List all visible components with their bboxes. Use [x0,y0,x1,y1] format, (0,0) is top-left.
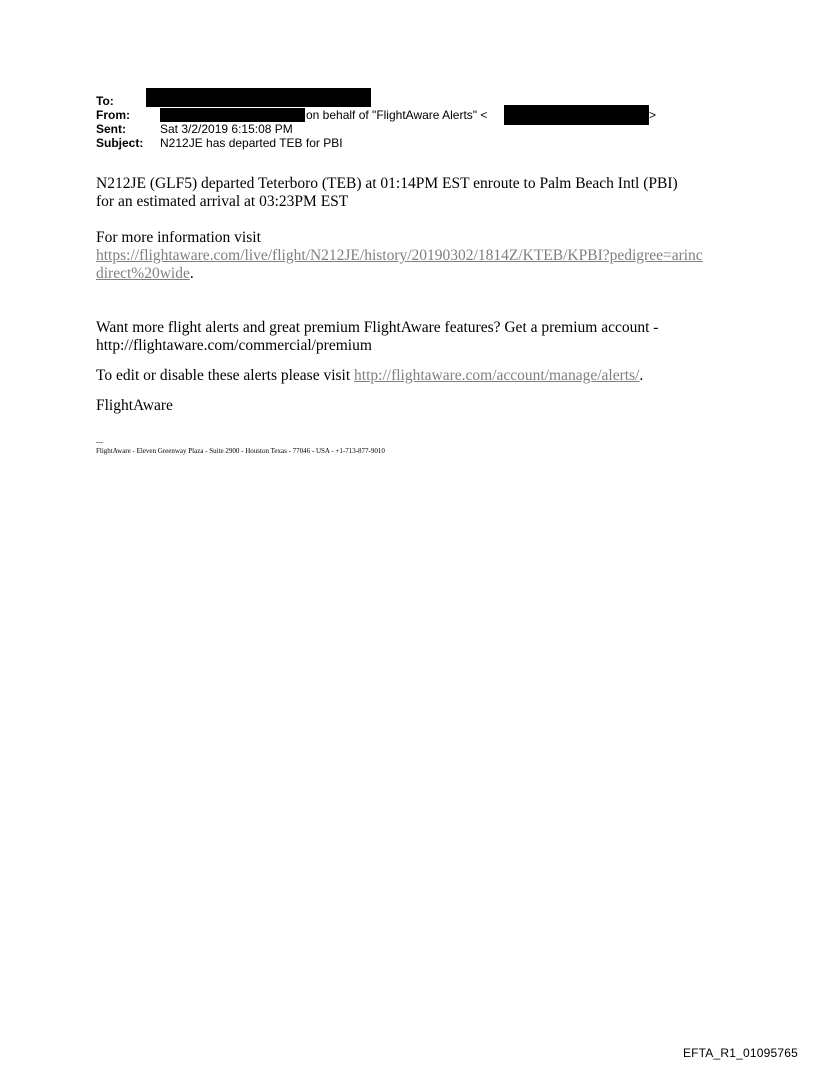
email-footer [96,438,385,456]
edit-alerts-text: To edit or disable these alerts please visit [96,367,355,384]
flight-history-link-line-1 [96,247,736,265]
signature: FlightAware [96,397,173,414]
edit-alerts-paragraph [96,367,736,385]
departure-line-1: N212JE (GLF5) departed Teterboro (TEB) at 01:14PM EST enroute to Palm Beach Intl (PBI) [96,175,678,192]
departure-line-2: for an estimated arrival at 03:23PM EST [96,193,349,210]
flight-history-link[interactable]: https://flightaware.com/live/flight/N212JE/history/20190302/1814Z/KTEB/KPBI?pedigree=arinc [96,247,703,264]
subject-label: Subject: [96,136,144,150]
from-label: From: [96,108,130,122]
email-body [96,175,736,415]
link-period: . [189,265,194,282]
from-value: on behalf of "FlightAware Alerts" < [306,108,488,122]
more-info-text: For more information visit [96,229,261,246]
flight-history-link-line-2 [96,265,736,283]
premium-line-2: http://flightaware.com/commercial/premium [96,337,372,354]
footer-separator: --- [96,438,103,446]
subject-value: N212JE has departed TEB for PBI [160,136,343,150]
footer-address: FlightAware - Eleven Greenway Plaza - Suite 2900 - Houston Texas - 77046 - USA - +1-713-877-9010 [96,447,385,455]
from-suffix: > [649,108,657,122]
to-redaction [146,88,371,107]
edit-period: . [639,367,644,384]
from-email-redaction [504,105,649,125]
manage-alerts-link[interactable]: http://flightaware.com/account/manage/alerts/ [354,367,640,384]
to-label: To: [96,94,114,108]
more-info-paragraph [96,229,736,283]
sent-label: Sent: [96,122,126,136]
departure-paragraph [96,175,736,211]
premium-paragraph [96,319,736,355]
flight-history-link-continued[interactable]: direct%20wide [96,265,190,282]
from-name-redaction [160,108,305,122]
premium-line-1: Want more flight alerts and great premium FlightAware features? Get a premium account - [96,319,659,336]
document-id: EFTA_R1_01095765 [682,1046,798,1060]
sent-value: Sat 3/2/2019 6:15:08 PM [160,122,293,136]
